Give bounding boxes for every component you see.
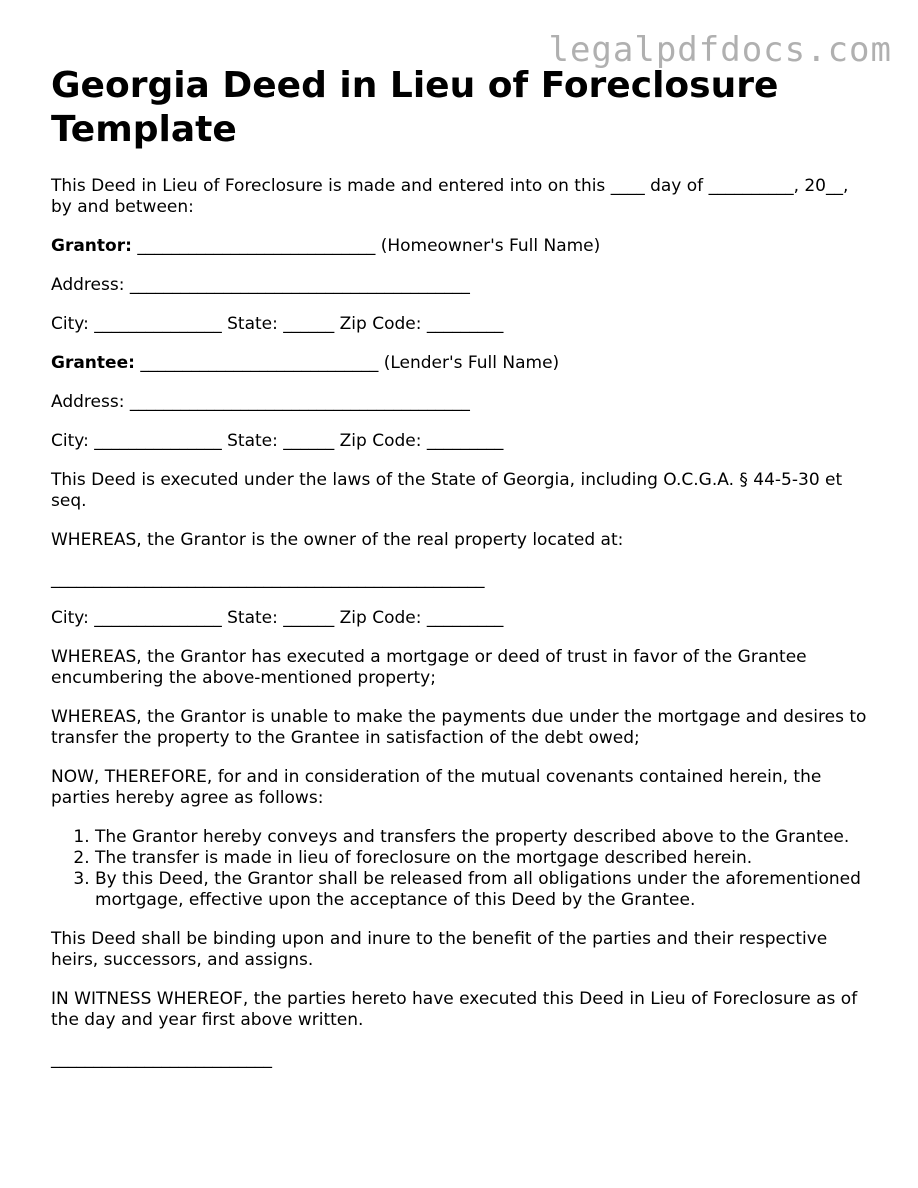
laws-paragraph: This Deed is executed under the laws of the State of Georgia, including O.C.G.A. § 44-5-30 et seq.	[51, 470, 843, 511]
grantee-label: Grantee:	[51, 353, 135, 373]
grantor-label: Grantor:	[51, 236, 132, 256]
grantee-address: Address: ________________________________________	[51, 392, 470, 412]
property-address-line: ___________________________________________________	[51, 569, 485, 589]
list-item: 1. The Grantor hereby conveys and transfers the property described above to the Grantee.	[95, 827, 871, 848]
whereas-mortgage: WHEREAS, the Grantor has executed a mortgage or deed of trust in favor of the Grantee encumbering the above-mentioned property;	[51, 647, 807, 688]
terms-list	[51, 827, 871, 911]
grantee-city-state-zip: City: _______________ State: ______ Zip Code: _________	[51, 431, 504, 451]
binding-paragraph: This Deed shall be binding upon and inure to the benefit of the parties and their respective heirs, successors, and assigns.	[51, 929, 828, 970]
now-therefore-paragraph: NOW, THEREFORE, for and in consideration of the mutual covenants contained herein, the parties hereby agree as follows:	[51, 767, 822, 808]
signature-line: __________________________	[51, 1049, 272, 1069]
intro-paragraph: This Deed in Lieu of Foreclosure is made and entered into on this ____ day of __________, 20__, by and between:	[51, 176, 849, 217]
whereas-unable: WHEREAS, the Grantor is unable to make the payments due under the mortgage and desires to transfer the property to the Grantee in satisfaction of the debt owed;	[51, 707, 867, 748]
grantor-address: Address: ________________________________________	[51, 275, 470, 295]
grantee-line	[51, 353, 871, 374]
grantee-name-blank: ____________________________ (Lender's Full Name)	[140, 353, 560, 373]
grantor-city-state-zip: City: _______________ State: ______ Zip Code: _________	[51, 314, 504, 334]
grantor-line	[51, 236, 871, 257]
watermark: legalpdfdocs.com	[548, 30, 892, 70]
page-title: Georgia Deed in Lieu of Foreclosure Template	[51, 65, 779, 150]
list-item: 3. By this Deed, the Grantor shall be released from all obligations under the aforementioned mortgage, effective upon the acceptance of this Deed by the Grantee.	[95, 869, 871, 911]
witness-paragraph: IN WITNESS WHEREOF, the parties hereto have executed this Deed in Lieu of Foreclosure as of the day and year first above written.	[51, 989, 858, 1030]
list-item: 2. The transfer is made in lieu of foreclosure on the mortgage described herein.	[95, 848, 871, 869]
whereas-owner: WHEREAS, the Grantor is the owner of the real property located at:	[51, 530, 624, 550]
grantor-name-blank: ____________________________ (Homeowner's Full Name)	[137, 236, 601, 256]
property-city-state-zip: City: _______________ State: ______ Zip Code: _________	[51, 608, 504, 628]
document-body	[51, 176, 871, 1088]
